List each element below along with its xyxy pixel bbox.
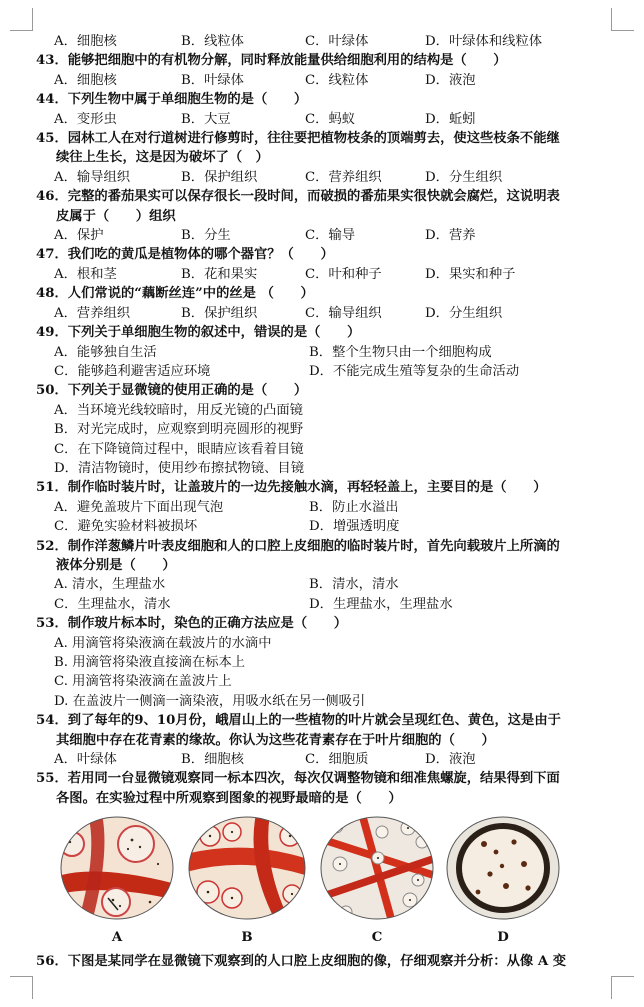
microscope-view-c (318, 814, 436, 922)
q54-stem-cont: 其细胞中存在花青素的缘故。你认为这些花青素存在于叶片细胞的（ ） (56, 732, 495, 748)
q52-stem-cont: 液体分别是（ ） (56, 557, 176, 573)
option: D. 在盖波片一侧滴一滴染液，用吸水纸在另一侧吸引 (54, 693, 366, 709)
option: C．细胞质 (305, 752, 369, 768)
q53-stem: 53．制作玻片标本时，染色的正确方法应是（ ） (36, 616, 348, 632)
option: D．分生组织 (425, 169, 503, 185)
option: C．避免实验材料被损坏 (54, 519, 198, 535)
microscope-view-d (444, 814, 562, 922)
option: D．不能完成生殖等复杂的生命活动 (309, 363, 520, 379)
q55-stem: 55．若用同一台显微镜观察同一标本四次，每次仅调整物镜和细准焦螺旋，结果得到下面 (36, 771, 560, 787)
page-corner-mark (10, 8, 33, 31)
microscope-views (36, 810, 596, 952)
q52-options (36, 575, 596, 614)
option: D．叶绿体和线粒体 (425, 34, 543, 49)
figure-label-a: A (111, 930, 123, 946)
page-corner-mark (611, 976, 634, 999)
option: B．叶绿体 (181, 72, 244, 88)
page-corner-mark (10, 976, 33, 999)
option: A．当环境光线较暗时，用反光镜的凸面镜 (54, 402, 303, 418)
option: D．果实和种子 (425, 266, 516, 282)
q56-stem: 56．下图是某同学在显微镜下观察到的人口腔上皮细胞的像，仔细观察并分析：从像 A 变 (36, 954, 567, 970)
option: B．清水，清水 (309, 577, 399, 593)
option: C．叶和种子 (305, 266, 382, 282)
option: C．生理盐水，清水 (54, 596, 171, 612)
option: B．对光完成时，应观察到明亮圆形的视野 (54, 422, 304, 438)
q54-stem: 54．到了每年的9、10月份，峨眉山上的一些植物的叶片就会呈现红色、黄色，这是由于 (36, 713, 561, 729)
option: B．细胞核 (181, 752, 244, 768)
option: B．保护组织 (181, 305, 258, 321)
option: B．分生 (181, 228, 231, 244)
q47-options (36, 265, 596, 284)
option: B．整个生物只由一个细胞构成 (309, 344, 492, 360)
q48-stem: 48．人们常说的“藕断丝连”中的丝是 （ ） (36, 286, 314, 302)
q52-stem: 52．制作洋葱鳞片叶表皮细胞和人的口腔上皮细胞的临时装片时，首先向载玻片上所滴的 (36, 538, 560, 554)
page-corner-mark (611, 8, 634, 31)
option: A．能够独自生活 (54, 344, 157, 360)
option: C．线粒体 (305, 72, 369, 88)
q51-options (36, 498, 596, 537)
option: A．避免盖玻片下面出现气泡 (54, 499, 224, 515)
option: D．清洁物镜时，使用纱布擦拭物镜、目镜 (54, 460, 305, 476)
q45-stem-cont: 续往上生长，这是因为破坏了（ ） (56, 150, 269, 166)
microscope-view-a (58, 814, 176, 922)
option: C．能够趋利避害适应环境 (54, 363, 211, 379)
q44-options (36, 110, 596, 129)
option: A．细胞核 (54, 72, 117, 88)
exam-content (36, 32, 596, 972)
q55-stem-cont: 各图。在实验过程中所观察到图象的视野最暗的是（ ） (56, 790, 402, 806)
q43-options (36, 71, 596, 90)
q45-options (36, 168, 596, 187)
q51-stem: 51．制作临时装片时，让盖玻片的一边先接触水滴，再轻轻盖上，主要目的是（ ） (36, 480, 547, 496)
q54-options (36, 750, 596, 769)
option: B．防止水溢出 (309, 499, 399, 515)
option: D．营养 (425, 228, 476, 244)
option: D．液泡 (425, 752, 476, 768)
option: A．保护 (54, 228, 104, 244)
option: B．大豆 (181, 111, 231, 127)
option: C．在下降镜筒过程中，眼睛应该看着目镜 (54, 441, 304, 457)
q46-options (36, 226, 596, 245)
q43-stem: 43．能够把细胞中的有机物分解，同时释放能量供给细胞利用的结构是（ ） (36, 53, 507, 69)
option: A．细胞核 (54, 34, 117, 49)
option: D．液泡 (425, 72, 476, 88)
q46-stem-cont: 皮属于（ ）组织 (56, 208, 176, 224)
option: A．输导组织 (54, 169, 131, 185)
q46-stem: 46．完整的番茄果实可以保存很长一段时间，而破损的番茄果实很快就会腐烂，这说明表 (36, 189, 560, 205)
q44-stem: 44．下列生物中属于单细胞生物的是（ ） (36, 92, 308, 108)
q50-stem: 50．下列关于显微镜的使用正确的是（ ） (36, 383, 308, 399)
option: C．蚂蚁 (305, 111, 356, 127)
figure-label-d: D (497, 930, 509, 946)
option: C．叶绿体 (305, 34, 369, 49)
option: D．增强透明度 (309, 519, 400, 535)
option: A．营养组织 (54, 305, 131, 321)
figure-label-c: C (371, 930, 383, 946)
option: A．叶绿体 (54, 752, 117, 768)
option: C．输导组织 (305, 305, 382, 321)
option: A．变形虫 (54, 111, 117, 127)
option: A．根和茎 (54, 266, 117, 282)
option: C. 用滴管将染液滴在盖波片上 (54, 674, 232, 690)
option: D．分生组织 (425, 305, 503, 321)
option: B．花和果实 (181, 266, 258, 282)
option: B．线粒体 (181, 34, 244, 49)
q48-options (36, 304, 596, 323)
option: D．生理盐水，生理盐水 (309, 596, 453, 612)
q42-options (36, 32, 596, 51)
option: A. 清水，生理盐水 (54, 577, 166, 593)
option: B．保护组织 (181, 169, 258, 185)
option: D．蚯蚓 (425, 111, 476, 127)
figure-label-b: B (241, 930, 253, 946)
q45-stem: 45．园林工人在对行道树进行修剪时，往往要把植物枝条的顶端剪去，使这些枝条不能继 (36, 131, 560, 147)
option: B. 用滴管将染液直接滴在标本上 (54, 655, 246, 670)
microscope-view-b (186, 814, 308, 922)
q47-stem: 47．我们吃的黄瓜是植物体的哪个器官？（ ） (36, 247, 334, 263)
q49-stem: 49．下列关于单细胞生物的叙述中，错误的是（ ） (36, 325, 361, 341)
option: C．营养组织 (305, 169, 382, 185)
q49-options (36, 343, 596, 382)
option: C．输导 (305, 228, 356, 244)
option: A. 用滴管将染液滴在载波片的水滴中 (54, 635, 272, 651)
